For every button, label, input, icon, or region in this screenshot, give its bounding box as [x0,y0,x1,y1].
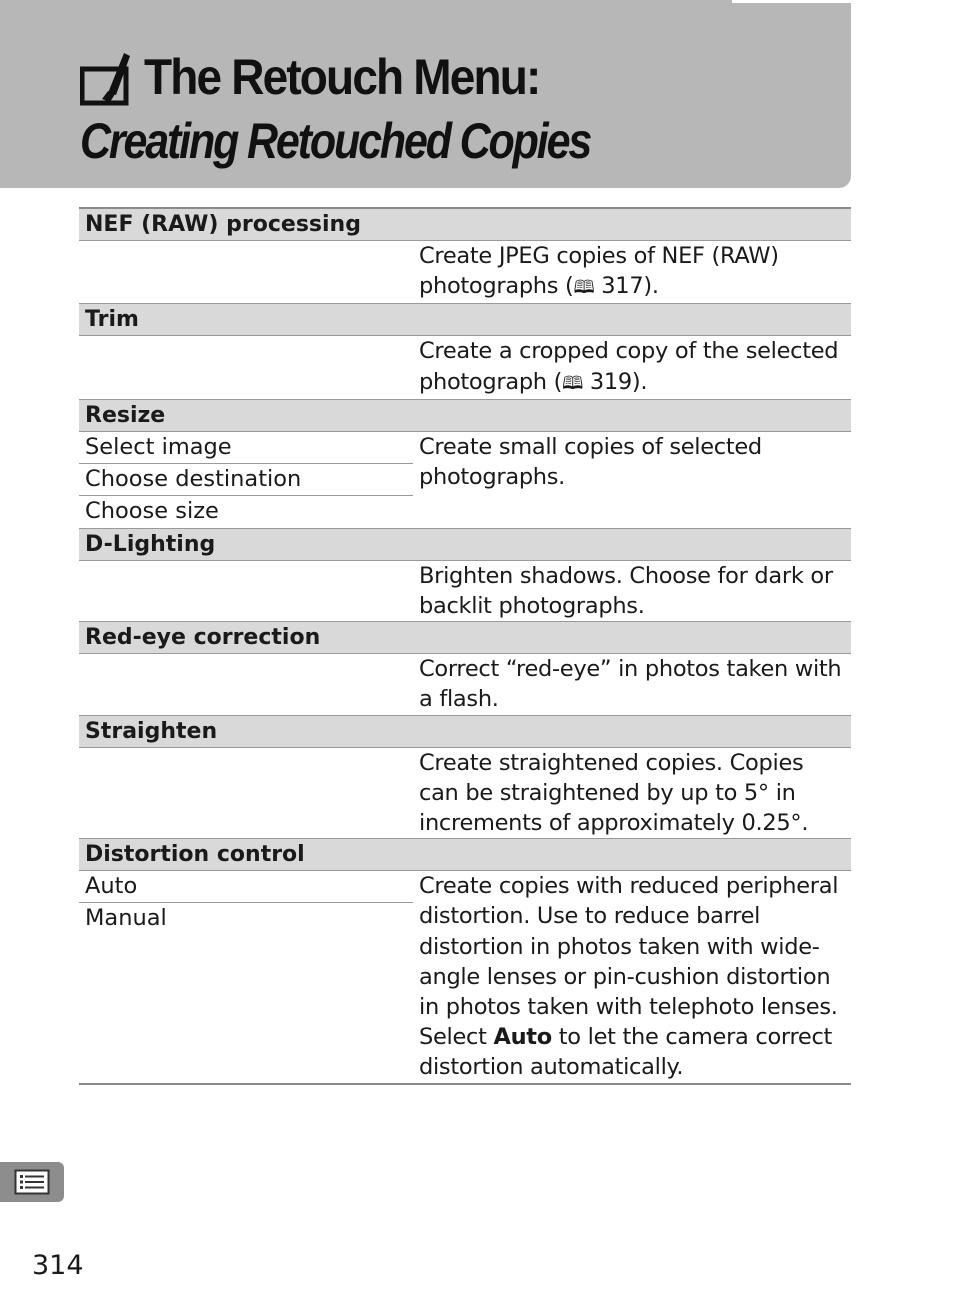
sub-option-list [79,561,413,621]
section-body-straighten [79,748,851,839]
page-number: 314 [32,1250,84,1281]
description-text: 319). [583,368,648,395]
section-heading-straighten: Straighten [79,716,851,748]
section-body-red-eye-correction [79,654,851,714]
section-heading-nef-raw-processing: NEF (RAW) processing [79,209,851,241]
side-tab [0,1162,64,1202]
title-line-1 [80,42,574,112]
section-heading-trim: Trim [79,304,851,336]
sub-option-list [79,654,413,714]
sub-option-manual: Manual [85,905,167,932]
section-body-nef-raw-processing [79,241,851,303]
description-text: 317). [594,273,659,300]
sub-option-list [79,241,413,303]
section-body-trim [79,336,851,398]
retouch-options-table [79,207,851,1085]
sub-option-list [79,336,413,398]
section-description [413,561,851,621]
sub-option-list [79,871,413,1082]
section-heading-red-eye-correction: Red-eye correction [79,622,851,654]
description-text: Create small copies of selected photographs. [419,433,762,491]
section-heading-distortion-control: Distortion control [79,839,851,871]
bold-term: Auto [493,1024,552,1051]
description-text: Create copies with reduced peripheral distortion. Use to reduce barrel distortion in photos taken with wide-angle lenses or pin-cushion distortion in photos taken with telephoto lenses. Select [419,873,839,1051]
menu-list-icon [14,1169,50,1195]
page-title: The Retouch Menu: [144,49,540,105]
page-subtitle: Creating Retouched Copies [80,113,591,169]
header-notch [732,0,851,3]
section-body-d-lighting [79,561,851,621]
section-description [413,241,851,303]
description-text: Correct “red-eye” in photos taken with a flash. [419,656,842,713]
description-text: Create straightened copies. Copies can be straightened by up to 5° in increments of approximately 0.25°. [419,749,809,837]
book-reference-icon: 🕮 [562,372,584,394]
sub-option-choose-size: Choose size [85,497,219,524]
description-text: Create a cropped copy of the selected photograph ( [419,338,839,395]
section-body-resize [79,432,851,528]
section-heading-resize: Resize [79,400,851,432]
sub-option-auto: Auto [79,871,413,903]
section-description [413,748,851,839]
section-divider [79,1083,851,1085]
retouch-menu-icon [80,47,132,107]
book-reference-icon: 🕮 [573,277,595,299]
description-text: Create JPEG copies of NEF (RAW) photographs ( [419,243,779,300]
section-description [413,336,851,398]
sub-option-list [79,432,413,528]
sub-option-select-image: Select image [79,432,413,464]
sub-option-choose-destination: Choose destination [79,464,413,496]
sub-option-list [79,748,413,839]
section-description [413,654,851,714]
section-description [413,432,851,528]
description-text: to let the camera correct distortion automatically. [419,1024,833,1081]
description-text: Brighten shadows. Choose for dark or backlit photographs. [419,562,833,620]
section-description [413,871,851,1082]
chapter-header [0,0,851,188]
section-body-distortion-control [79,871,851,1082]
section-heading-d-lighting: D-Lighting [79,529,851,561]
